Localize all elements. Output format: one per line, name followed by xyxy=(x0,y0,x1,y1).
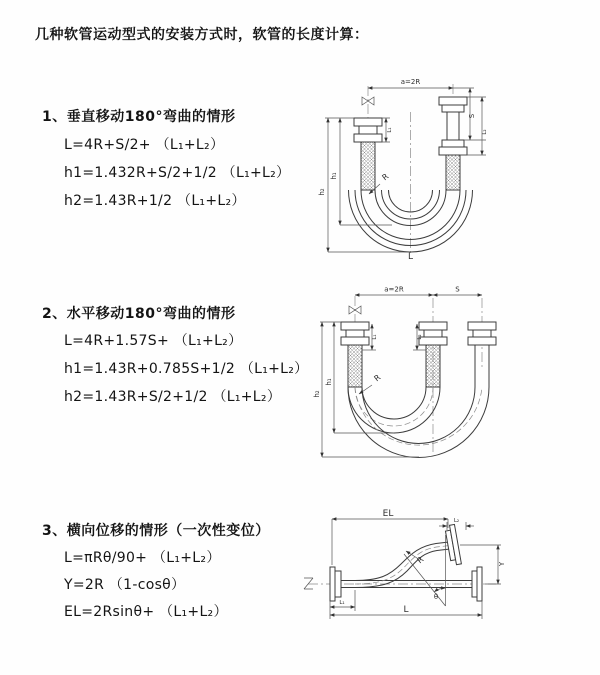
dim-label-y: Y xyxy=(498,561,506,567)
dim-label-s: S xyxy=(455,285,460,294)
formula-line: EL=2Rsinθ+ （L₁+L₂） xyxy=(64,604,228,620)
upper-flange xyxy=(445,524,462,565)
dim-label-l2: L₂ xyxy=(453,518,460,524)
section-2-heading: 2、水平移动180°弯曲的情形 xyxy=(42,306,236,322)
diagram-vertical-180-bend xyxy=(312,72,572,262)
right-pipe xyxy=(439,97,467,190)
dim-label-h2: h₂ xyxy=(318,188,326,196)
formula-line: h2=1.43R+S/2+1/2 （L₁+L₂） xyxy=(64,389,282,405)
formula-line: h1=1.43R+0.785S+1/2 （L₁+L₂） xyxy=(64,361,309,377)
dimension-lines xyxy=(330,519,501,619)
dim-label-l1: L₁ xyxy=(372,334,378,340)
dim-label-l1: L₁ xyxy=(387,127,393,133)
dim-label-h1: h₁ xyxy=(325,378,333,386)
dim-label-a2r: a=2R xyxy=(384,285,404,294)
valve-icon xyxy=(349,306,361,314)
dim-label-h1: h₁ xyxy=(330,172,338,180)
dim-label-l2: L₂ xyxy=(482,129,488,135)
dim-label-el: EL xyxy=(382,509,394,519)
dim-label-l-total: L xyxy=(403,605,409,615)
dim-label-s: S xyxy=(468,113,476,119)
dimension-lines xyxy=(325,88,486,252)
dim-label-r: R xyxy=(380,171,391,183)
centerline-break-symbol xyxy=(304,578,313,589)
formula-line: L=πRθ/90+ （L₁+L₂） xyxy=(64,550,221,566)
diagram-horizontal-180-bend xyxy=(312,282,582,462)
hose-u-arcs xyxy=(348,387,489,458)
formula-line: h1=1.432R+S/2+1/2 （L₁+L₂） xyxy=(64,165,291,181)
dim-label-r: R xyxy=(372,372,383,384)
dim-label-l-total: L xyxy=(407,252,414,262)
left-flange xyxy=(330,567,341,601)
left-pipe xyxy=(354,118,382,190)
valve-icon xyxy=(362,97,374,105)
pipe-left xyxy=(341,322,369,387)
pipe-middle xyxy=(419,322,447,387)
formula-line: L=4R+S/2+ （L₁+L₂） xyxy=(64,137,225,153)
formula-line: L=4R+1.57S+ （L₁+L₂） xyxy=(64,333,243,349)
diagram-lateral-displacement xyxy=(300,505,595,645)
angle-construction xyxy=(404,535,446,606)
section-1-heading: 1、垂直移动180°弯曲的情形 xyxy=(42,109,236,125)
dim-label-h2: h₂ xyxy=(313,390,321,398)
section-3-heading: 3、横向位移的情形（一次性变位） xyxy=(42,523,270,539)
page-title: 几种软管运动型式的安装方式时，软管的长度计算： xyxy=(35,27,369,43)
dim-label-l1: L₁ xyxy=(339,600,345,606)
dim-label-l2: L₂ xyxy=(417,334,423,340)
formula-line: h2=1.43R+1/2 （L₁+L₂） xyxy=(64,193,246,209)
dim-label-theta: θ xyxy=(433,593,439,601)
dim-label-r: R xyxy=(415,554,426,566)
formula-line: Y=2R （1-cosθ） xyxy=(64,577,186,593)
dim-label-a2r: a=2R xyxy=(400,78,421,86)
